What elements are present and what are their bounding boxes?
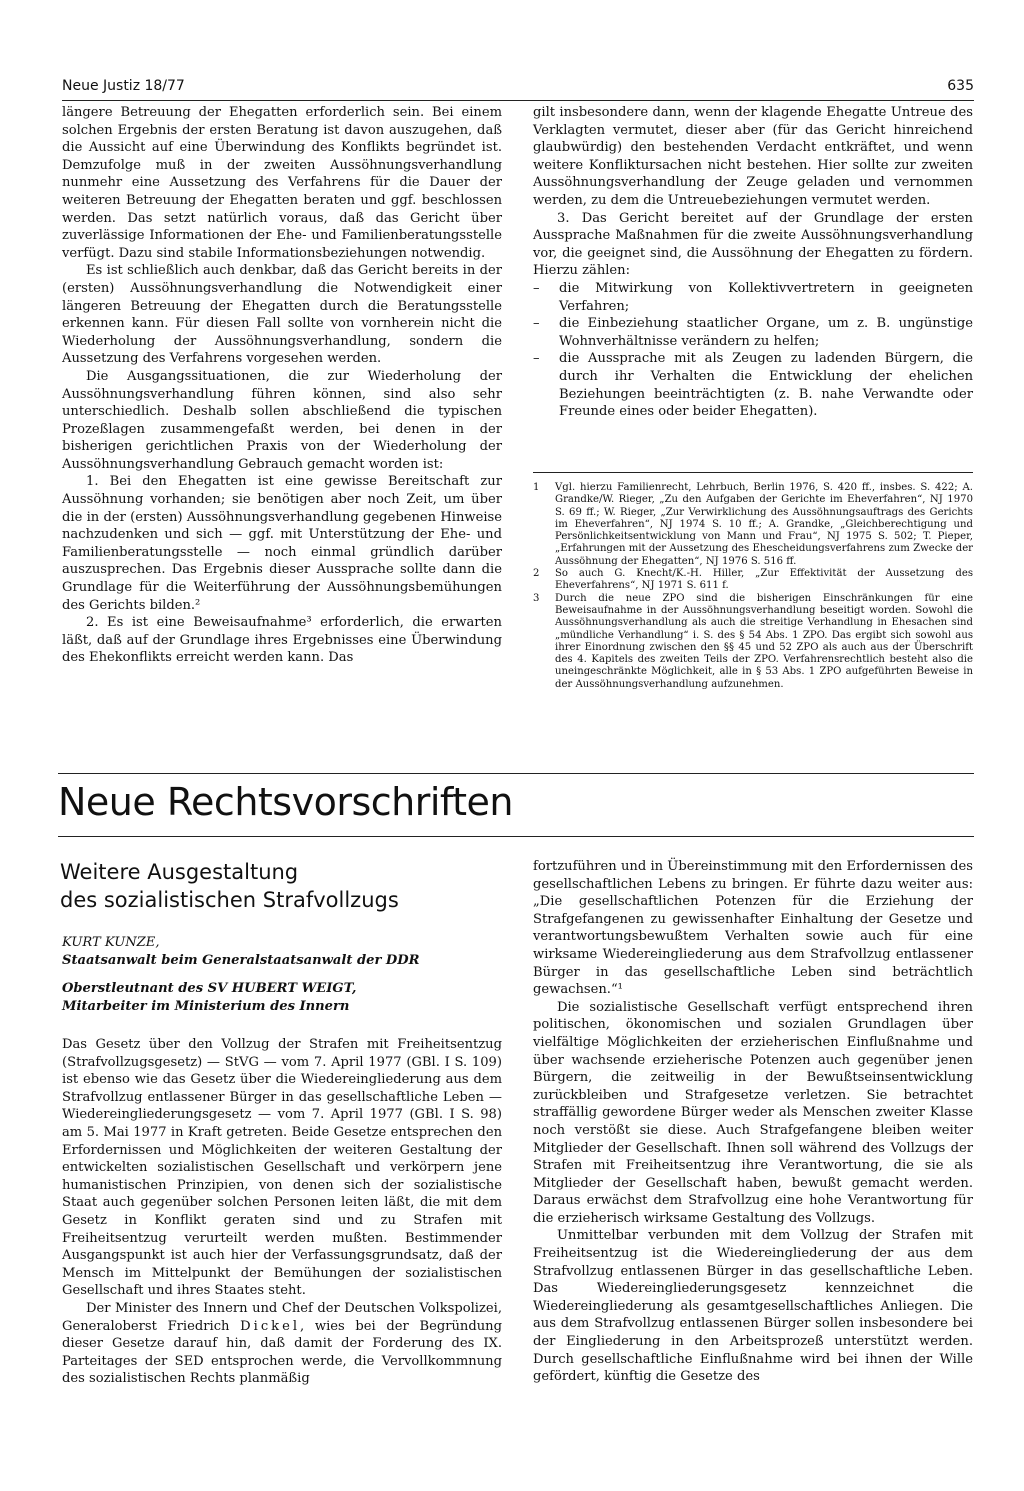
paragraph: Das Gesetz über den Vollzug der Strafen mit Freiheitsentzug (Strafvollzugsgesetz) — StVG — vom 7. April 1977 (GBl. I S. 109) ist ebenso wie das Gesetz über die Wiedereingliederung aus dem Strafvollzug entlassener Bürger in das gesellschaftliche Leben — Wiedereingliederungsgesetz — vom 7. April 1977 (GBl. I S. 98) am 5. Mai 1977 in Kraft getreten. Beide Gesetze entsprechen den Erfordernissen und Möglichkeiten der weiteren Gestaltung der entwickelten sozialistischen Gesellschaft und verkörpern jene humanistischen Prinzipien, von denen sich der sozialistische Staat auch gegenüber solchen Personen leiten läßt, die mit dem Gesetz in Konflikt geraten sind und zu Strafen mit Freiheitsentzug verurteilt werden mußten. Bestimmender Ausgangspunkt ist auch hier der Verfassungsgrundsatz, daß der Mensch im Mittelpunkt der Bemühungen der sozialistischen Gesellschaft und ihres Staates steht. <box>62 1037 502 1299</box>
paragraph: Die Ausgangssituationen, die zur Wiederholung der Aussöhnungsverhandlung führen können, sind also sehr unterschiedlich. Deshalb sollen abschließend die typischen Prozeßlagen zusammengefaßt werden, bei denen in der bisherigen gerichtlichen Praxis von der Wiederholung der Aussöhnungsverhandlung Gebrauch gemacht worden ist: <box>62 368 502 472</box>
paragraph: fortzuführen und in Übereinstimmung mit den Erfordernissen des gesellschaftlichen Lebens zu bringen. Er führte dazu weiter aus: „Die gesellschaftlichen Potenzen für die Erziehung der Strafgefangenen zu gewissenhafter Einhaltung der Gesetze und verantwortungsbewußtem Verhalten sowie auch für eine wirksame Wiedereingliederung aus dem Strafvollzug entlassener Bürger in das gesellschaftliche Leben sind beträchtlich gewachsen.“¹ <box>533 859 973 998</box>
article-right-column <box>533 858 973 1386</box>
text-run: Der Minister des Innern und Chef der Deutschen Volkspolizei, Generaloberst Friedrich <box>62 1300 502 1334</box>
section-rule-top <box>58 773 974 774</box>
paragraph: 3. Das Gericht bereitet auf der Grundlage der ersten Aussprache Maßnahmen für die zweite Aussöhnungsverhandlung vor, die geeignet sind, die Aussöhnung der Ehegatten zu fördern. Hierzu zählen: <box>533 210 973 279</box>
list-item: – die Aussprache mit als Zeugen zu ladenden Bürgern, die durch ihr Verhalten die Entwicklung der ehelichen Beziehungen beeinträchtigten (z. B. nahe Verwandte oder Freunde eines oder beider Ehegatten). <box>533 350 973 420</box>
paragraph: gilt insbesondere dann, wenn der klagende Ehegatte Untreue des Verklagten vermutet, dieser aber (für das Gericht hinreichend glaubwürdig) den bestehenden Verdacht entkräftet, und wenn weitere Konfliktursachen nicht bestehen. Hier sollte zur zweiten Aussöhnungsverhandlung der Zeuge geladen und vernommen werden, zu dem die Untreuebeziehungen vermutet werden. <box>533 105 973 208</box>
text-run: , wies bei der Begründung dieser Gesetze darauf hin, daß damit der Forderung des IX. Parteitages der SED entsprochen werde, die Vervollkommnung des sozialistischen Rechts planmäßig <box>62 1318 502 1387</box>
article-title-line: des sozialistischen Strafvollzugs <box>60 888 399 912</box>
author-name: Oberstleutnant des SV HUBERT WEIGT, <box>62 981 357 996</box>
measures-list <box>533 280 973 421</box>
paragraph: 2. Es ist eine Beweisaufnahme³ erforderlich, die erwarten läßt, daß auf der Grundlage ihres Ergebnisses eine Überwindung des Ehekonflikts erreicht werden kann. Das <box>62 615 502 666</box>
journal-issue: Neue Justiz 18/77 <box>62 78 185 94</box>
footnote-separator <box>533 472 973 473</box>
footnotes <box>533 482 973 691</box>
spaced-name: Dickel <box>240 1318 301 1334</box>
author-block <box>62 934 502 970</box>
running-head <box>62 78 974 101</box>
author-role: Mitarbeiter im Ministerium des Innern <box>62 999 350 1014</box>
author-block <box>62 980 502 1016</box>
footnote-number: 3 <box>533 592 540 604</box>
list-item: – die Einbeziehung staatlicher Organe, um z. B. ungünstige Wohnverhältnisse verändern zu helfen; <box>533 315 973 350</box>
footnote <box>533 482 973 568</box>
section-rule-bottom <box>58 836 974 837</box>
paragraph: Es ist schließlich auch denkbar, daß das Gericht bereits in der (ersten) Aussöhnungsverhandlung die Notwendigkeit einer längeren Betreuung der Ehegatten durch die Beratungsstelle erkennen kann. Für diesen Fall sollte von vornherein nicht die Wiederholung der Aussöhnungsverhandlung, sondern die Aussetzung des Verfahrens vorgesehen werden. <box>62 263 502 367</box>
author-name: KURT KUNZE, <box>62 935 160 950</box>
top-left-column <box>62 104 502 667</box>
top-right-column <box>533 104 973 421</box>
page-number: 635 <box>947 78 974 94</box>
article-title <box>60 858 500 914</box>
footnote <box>533 568 973 593</box>
footnote-text: Durch die neue ZPO sind die bisherigen Einschränkungen für eine Beweisaufnahme in der Aussöhnungsverhandlung beseitigt worden. Sowohl die Aussöhnungsverhandlung als auch die streitige Verhandlung in Ehesachen sind „mündliche Verhandlung“ i. S. des § 54 Abs. 1 ZPO. Das ergibt sich sowohl aus ihrer Einordnung zwischen den §§ 45 und 52 ZPO als auch aus der Überschrift des 4. Kapitels des zweiten Teils der ZPO. Verfahrensrechtlich besteht also die uneingeschränkte Möglichkeit, alle in § 53 Abs. 1 ZPO aufgeführten Beweise in der Aussöhnungsverhandlung aufzunehmen. <box>555 592 973 690</box>
footnote-number: 2 <box>533 568 540 580</box>
paragraph: Die sozialistische Gesellschaft verfügt entsprechend ihren politischen, ökonomischen und sozialen Grundlagen über vielfältige Möglichkeiten der erzieherischen Einflußnahme und über wachsende erzieherische Potenzen auch gegenüber jenen Bürgern, die zeitweilig in der Bewußtseinsentwicklung zurückbleiben und Strafgesetze verletzen. Sie betrachtet straffällig gewordene Bürger weder als Menschen zweiter Klasse noch verstößt sie diese. Auch Strafgefangene bleiben weiter Mitglieder der Gesellschaft. Ihnen soll während des Vollzugs der Strafen mit Freiheitsentzug ihre Verantwortung, die sie als Mitglieder der Gesellschaft haben, bewußt gemacht werden. Daraus erwächst dem Strafvollzug eine hohe Verantwortung für die erzieherisch wirksame Gestaltung des Vollzugs. <box>533 999 973 1226</box>
paragraph: längere Betreuung der Ehegatten erforderlich sein. Bei einem solchen Ergebnis der ersten Beratung ist davon auszugehen, daß die Aussicht auf eine Überwindung des Konflikts begründet ist. Demzufolge muß in der zweiten Aussöhnungsverhandlung nunmehr eine Aussetzung des Verfahrens für die Dauer der weiteren Betreuung der Ehegatten beraten und ggf. beschlossen werden. Das setzt natürlich voraus, daß das Gericht über zuverlässige Informationen der Ehe- und Familienberatungsstelle verfügt. Dazu sind stabile Informationsbeziehungen notwendig. <box>62 105 502 261</box>
article-title-line: Weitere Ausgestaltung <box>60 860 299 884</box>
footnote-text: Vgl. hierzu Familienrecht, Lehrbuch, Berlin 1976, S. 420 ff., insbes. S. 422; A. Grandke/W. Rieger, „Zu den Aufgaben der Gerichte im Eheverfahren“, NJ 1970 S. 69 ff.; W. Rieger, „Zur Verwirklichung des Aussöhnungsauftrags des Gerichts im Eheverfahren“, NJ 1974 S. 10 ff.; A. Grandke, „Gleichberechtigung und Persönlichkeitsentwicklung von Mann und Frau“, NJ 1975 S. 502; T. Pieper, „Erfahrungen mit der Aussetzung des Ehescheidungsverfahrens zum Zwecke der Aussöhnung der Ehegatten“, NJ 1976 S. 516 ff. <box>555 482 973 567</box>
paragraph: 1. Bei den Ehegatten ist eine gewisse Bereitschaft zur Aussöhnung vorhanden; sie benötigen aber noch Zeit, um über die in der (ersten) Aussöhnungsverhandlung gegebenen Hinweise nachzudenken und sich — ggf. mit Unterstützung der Ehe- und Familienberatungsstelle — noch einmal gründlich darüber auszusprechen. Das Ergebnis dieser Aussprache sollte dann die Grundlage für die Weiterführung der Aussöhnungsbemühungen des Gerichts bilden.² <box>62 474 502 613</box>
paragraph: Unmittelbar verbunden mit dem Vollzug der Strafen mit Freiheitsentzug ist die Wiedereingliederung der aus dem Strafvollzug entlassenen Bürger in das gesellschaftliche Leben. Das Wiedereingliederungsgesetz kennzeichnet die Wiedereingliederung als gesamtgesellschaftliches Anliegen. Die aus dem Strafvollzug entlassenen Bürger sollen insbesondere bei der Eingliederung in den Arbeitsprozeß unterstützt werden. Durch gesellschaftliche Einflußnahme wird bei ihnen der Wille gefördert, künftig die Gesetze des <box>533 1228 973 1385</box>
footnote-number: 1 <box>533 482 540 493</box>
article-left-column <box>62 1036 502 1388</box>
footnote-text: So auch G. Knecht/K.-H. Hiller, „Zur Effektivität der Aussetzung des Eheverfahrens“, NJ 1971 S. 611 f. <box>555 568 973 592</box>
author-role: Staatsanwalt beim Generalstaatsanwalt der DDR <box>62 953 420 968</box>
list-item: – die Mitwirkung von Kollektivvertretern in geeigneten Verfahren; <box>533 280 973 315</box>
footnote <box>533 593 973 691</box>
section-title: Neue Rechtsvorschriften <box>58 780 513 824</box>
paragraph <box>62 1300 502 1388</box>
